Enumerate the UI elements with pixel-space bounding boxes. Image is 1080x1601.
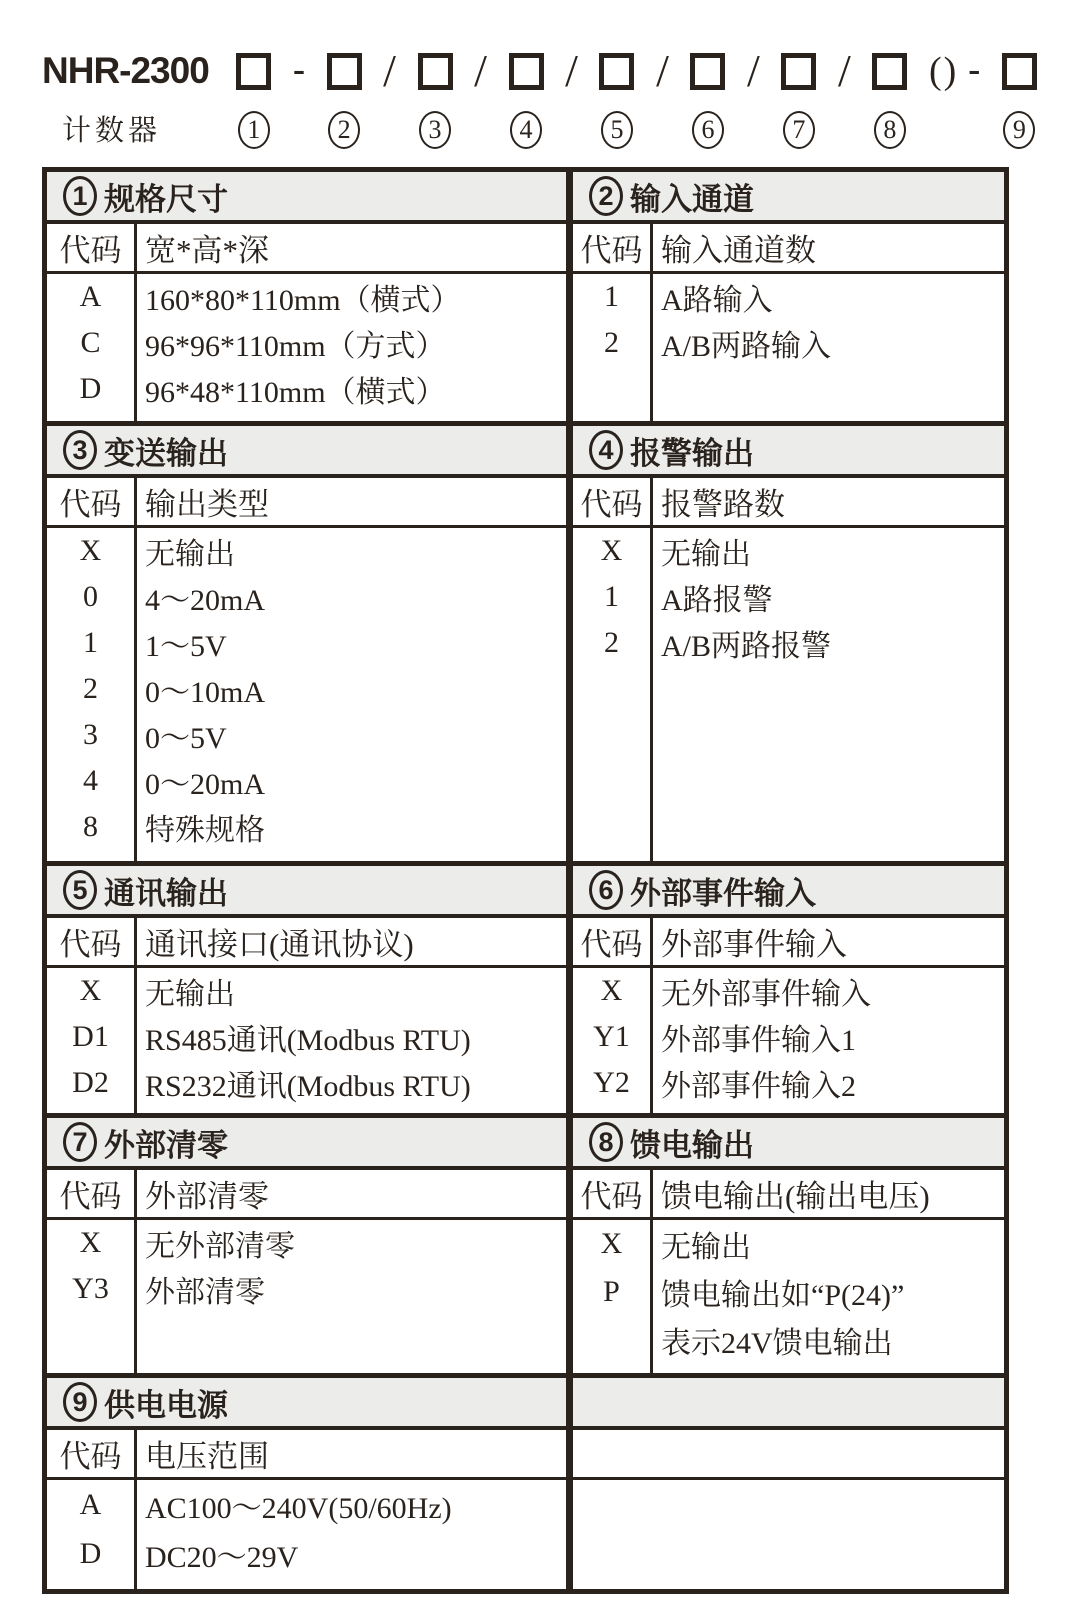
position-number-3: 3 [419,111,451,149]
code-cell: D [79,1536,102,1570]
section-number-badge: 3 [63,430,97,470]
desc-cell: 无输出 [145,538,235,571]
empty-header-row [573,1430,1004,1480]
model-caption: 计数器 [62,115,162,147]
slash-separator: / [747,45,760,96]
section-number-badge: 1 [63,176,97,216]
desc-cell: 无外部事件输入 [661,978,871,1011]
code-cell: X [79,974,102,1007]
desc-cell: 外部清零 [145,1276,265,1309]
code-column [47,1480,137,1589]
position-number-2: 2 [328,111,360,149]
vertical-divider [566,1378,573,1589]
position-number-9: 9 [1003,111,1035,149]
desc-cell: 外部事件输入1 [661,1024,856,1057]
desc-cell: 无输出 [145,978,235,1011]
section-title-text: 通讯输出 [104,875,228,911]
code-column [47,528,137,861]
section-number-badge: 6 [589,870,623,910]
code-cell: 0 [83,580,98,613]
position-number-1: 1 [238,111,270,149]
section-title-text: 输入通道 [630,181,754,217]
model-selection-table [42,167,1009,1594]
section-number-badge: 2 [589,176,623,216]
code-cell: X [600,974,623,1007]
code-box-2 [327,53,362,90]
empty-title-band [573,1378,1004,1430]
desc-column [137,528,566,861]
section-title [47,1378,566,1430]
section-title [47,866,566,918]
separator-slot [929,46,980,96]
desc-column-header: 外部清零 [145,1179,269,1214]
desc-cell: 馈电输出如“P(24)” [661,1279,905,1312]
code-column-header: 代码 [47,224,137,271]
desc-cell: 外部事件输入2 [661,1070,856,1103]
desc-cell: 96*48*110mm（横式） [145,376,446,409]
code-cell: C [80,326,101,359]
position-number-6: 6 [692,111,724,149]
empty-body [573,1480,1004,1589]
desc-cell: A/B两路输入 [661,330,832,363]
paren-separator: () [928,50,959,92]
position-slot-9 [1002,46,1037,149]
section-title [47,1118,566,1170]
desc-column [653,274,1004,421]
section-number-badge: 9 [63,1382,97,1422]
separator-slot [565,46,578,96]
slash-separator: / [565,45,578,96]
code-column [573,968,653,1113]
model-name: NHR-2300 [42,50,209,91]
code-column-header: 代码 [47,1430,137,1477]
code-column-header: 代码 [573,224,653,271]
section-title-text: 供电电源 [104,1387,228,1423]
column-header-row [573,918,1004,968]
table-band-4 [47,1118,1004,1378]
column-header-row [573,1170,1004,1220]
position-slot-5 [599,46,634,149]
desc-cell-line2: 表示24V馈电输出 [661,1327,893,1360]
position-slot-2 [327,46,362,149]
section-title-text: 外部清零 [104,1127,228,1163]
desc-column-header: 宽*高*深 [145,233,269,268]
desc-column-header: 电压范围 [145,1439,269,1474]
section-title [47,426,566,478]
code-cell: 2 [604,626,619,659]
desc-column [653,968,1004,1113]
section-body [47,968,566,1113]
code-column-header: 代码 [573,1170,653,1217]
section-title [573,1118,1004,1170]
column-header-row [47,224,566,274]
separator-slot [838,46,851,96]
section-title [47,172,566,224]
code-box-5 [599,53,634,90]
position-slot-8 [872,46,907,149]
column-header-row [47,1430,566,1480]
position-number-4: 4 [510,111,542,149]
code-cell: 3 [83,718,98,751]
code-cell: A [79,1487,102,1521]
section-comm-output [47,866,566,1113]
table-band-2 [47,426,1004,866]
column-header-row [573,478,1004,528]
model-code-line [42,46,1037,149]
desc-column [137,968,566,1113]
position-slot-4 [509,46,544,149]
position-number-7: 7 [783,111,815,149]
desc-column [137,1480,566,1589]
desc-cell: 无输出 [661,538,751,571]
desc-cell: 96*96*110mm（方式） [145,330,446,363]
vertical-divider [566,1118,573,1373]
code-column-header: 代码 [47,478,137,525]
code-box-7 [781,53,816,90]
desc-column [137,274,566,421]
section-title [573,866,1004,918]
desc-column [653,1220,1004,1373]
section-body [573,968,1004,1113]
position-slot-1 [236,46,271,149]
section-input-channels [573,172,1004,421]
desc-cell: 0～5V [145,722,227,755]
desc-column [653,528,1004,861]
code-cell: D1 [72,1020,109,1053]
code-cell: 1 [604,280,619,313]
code-cell: 1 [604,580,619,613]
position-number-5: 5 [601,111,633,149]
column-header-row [573,224,1004,274]
desc-cell: A/B两路报警 [661,630,832,663]
slash-separator: / [383,45,396,96]
section-body [47,1480,566,1589]
code-column [47,274,137,421]
separator-slot [747,46,760,96]
vertical-divider [566,172,573,421]
code-box-8 [872,53,907,90]
section-body [47,274,566,421]
code-cell: X [600,1227,623,1260]
model-label-slot [42,46,209,149]
position-slot-7 [781,46,816,149]
code-cell: Y2 [593,1066,630,1099]
section-title-text: 变送输出 [104,435,228,471]
section-title-text: 外部事件输入 [630,875,816,911]
desc-cell: 0～20mA [145,768,265,801]
desc-column-header: 输出类型 [145,487,269,522]
code-column-header: 代码 [573,918,653,965]
dash-separator: - [968,49,981,89]
section-title [573,172,1004,224]
table-band-3 [47,866,1004,1118]
code-column-header: 代码 [47,918,137,965]
desc-cell: AC100～240V(50/60Hz) [145,1491,452,1525]
desc-cell: RS232通讯(Modbus RTU) [145,1070,471,1103]
code-cell: Y3 [72,1272,109,1305]
code-box-4 [509,53,544,90]
table-band-5 [47,1378,1004,1589]
column-header-row [47,1170,566,1220]
separator-slot [293,46,305,96]
desc-cell: 特殊规格 [145,814,265,847]
code-column [573,1220,653,1373]
desc-cell: 1～5V [145,630,227,663]
desc-column-header: 通讯接口(通讯协议) [145,927,414,962]
slash-separator: / [838,45,851,96]
code-cell: P [603,1275,620,1308]
empty-header-cell [573,1430,1004,1477]
section-transmit-output [47,426,566,861]
position-slot-6 [690,46,725,149]
code-box-6 [690,53,725,90]
section-spec-size [47,172,566,421]
section-body [573,274,1004,421]
section-body [47,528,566,861]
code-column [573,274,653,421]
desc-cell: RS485通讯(Modbus RTU) [145,1024,471,1057]
code-box-9 [1002,53,1037,90]
code-column-header: 代码 [573,478,653,525]
code-cell: A [79,280,102,313]
desc-column-header: 输入通道数 [661,233,816,268]
section-body [573,1220,1004,1373]
section-number-badge: 5 [63,870,97,910]
section-title-text: 报警输出 [630,435,754,471]
vertical-divider [566,426,573,861]
code-column [573,528,653,861]
code-cell: 1 [83,626,98,659]
desc-column [137,1220,566,1373]
code-cell: 2 [83,672,98,705]
code-cell: D [79,372,102,405]
desc-column-header: 馈电输出(输出电压) [661,1179,930,1214]
code-box-1 [236,53,271,90]
code-column-header: 代码 [47,1170,137,1217]
desc-column-header: 报警路数 [661,487,785,522]
section-empty [573,1378,1004,1589]
code-cell: D2 [72,1066,109,1099]
section-title-text: 规格尺寸 [104,181,228,217]
code-cell: Y1 [593,1020,630,1053]
code-column [47,968,137,1113]
section-external-reset [47,1118,566,1373]
section-title-text: 馈电输出 [630,1127,754,1163]
table-band-1 [47,172,1004,426]
section-power-supply [47,1378,566,1589]
column-header-row [47,478,566,528]
column-header-row [47,918,566,968]
separator-slot [474,46,487,96]
section-alarm-output [573,426,1004,861]
desc-cell: 160*80*110mm（横式） [145,284,461,317]
section-number-badge: 7 [63,1122,97,1162]
desc-cell: 0～10mA [145,676,265,709]
slash-separator: / [474,45,487,96]
desc-cell: 无外部清零 [145,1230,295,1263]
desc-cell: 4～20mA [145,584,265,617]
code-cell: 4 [83,764,98,797]
position-number-8: 8 [874,111,906,149]
desc-cell: A路报警 [661,584,773,617]
section-number-badge: 8 [589,1122,623,1162]
desc-cell: 无输出 [661,1231,751,1264]
code-column [47,1220,137,1373]
section-body [573,528,1004,861]
section-title [573,426,1004,478]
code-cell: X [79,1226,102,1259]
vertical-divider [566,866,573,1113]
slash-separator: / [656,45,669,96]
code-cell: X [79,534,102,567]
code-box-3 [418,53,453,90]
desc-cell: A路输入 [661,284,773,317]
desc-column-header: 外部事件输入 [661,927,847,962]
separator-slot [656,46,669,96]
code-cell: 2 [604,326,619,359]
dash-separator: - [292,49,305,89]
section-external-event-input [573,866,1004,1113]
section-feed-output [573,1118,1004,1373]
code-cell: 8 [83,810,98,843]
code-cell: X [600,534,623,567]
section-number-badge: 4 [589,430,623,470]
section-body [47,1220,566,1373]
position-slot-3 [418,46,453,149]
desc-cell: DC20～29V [145,1540,299,1574]
separator-slot [383,46,396,96]
